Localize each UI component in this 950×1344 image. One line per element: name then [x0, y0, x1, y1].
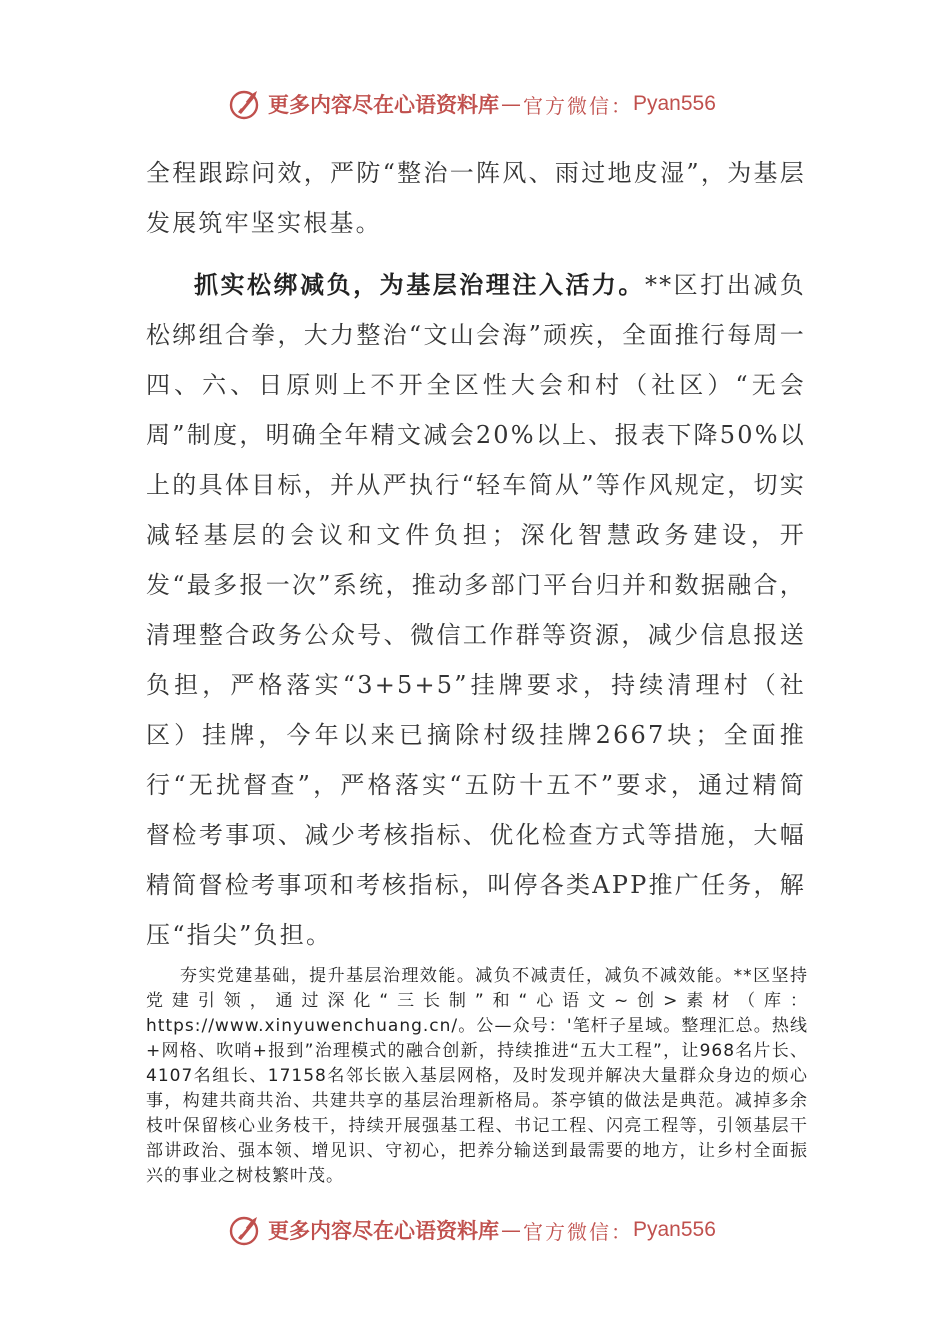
- banner-official-label: 官方微信：: [523, 1219, 633, 1244]
- footer-banner: [228, 1208, 748, 1252]
- banner-wechat-id: Pyan556: [633, 92, 716, 115]
- pen-logo-icon: [228, 1212, 264, 1248]
- banner-dash: —: [501, 1218, 521, 1242]
- banner-brand: 更多内容尽在心语资料库: [268, 92, 499, 117]
- small-print-section: [146, 964, 808, 1189]
- paragraph-burden-reduction: [146, 260, 806, 960]
- banner-brand: 更多内容尽在心语资料库: [268, 1218, 499, 1243]
- paragraph-party-building: 夯实党建基础，提升基层治理效能。减负不减责任，减负不减效能。**区坚持党建引领，通过深化“三长制”和“心语文~创>素材（库：https://www.xinyuwenchuang.cn/。公—众号：'笔杆子星域。整理汇总。热线+网格、吹哨+报到”治理模式的融合创新，持续推进“五大工程”，让968名片长、4107名组长、17158名邻长嵌入基层网格，及时发现并解决大量群众身边的烦心事，构建共商共治、共建共享的基层治理新格局。茶亭镇的做法是典范。减掉多余枝叶保留核心业务枝干，持续开展强基工程、书记工程、闪亮工程等，引领基层干部讲政治、强本领、增见识、守初心，把养分输送到最需要的地方，让乡村全面振兴的事业之树枝繁叶茂。: [146, 966, 808, 1186]
- paragraph-continuation: 全程跟踪问效，严防“整治一阵风、雨过地皮湿”，为基层发展筑牢坚实根基。: [146, 159, 806, 237]
- paragraph-lead: 抓实松绑减负，为基层治理注入活力。: [194, 270, 645, 299]
- pen-logo-icon: [228, 86, 264, 122]
- banner-official-label: 官方微信：: [523, 93, 633, 118]
- banner-dash: —: [501, 92, 521, 116]
- paragraph-text: **区打出减负松绑组合拳，大力整治“文山会海”顽疾，全面推行每周一四、六、日原则上不开全区性大会和村（社区）“无会周”制度，明确全年精文减会20%以上、报表下降50%以上的具体目标，并从严执行“轻车简从”等作风规定，切实减轻基层的会议和文件负担；深化智慧政务建设，开发“最多报一次”系统，推动多部门平台归并和数据融合，清理整合政务公众号、微信工作群等资源，减少信息报送负担，严格落实“3+5+5”挂牌要求，持续清理村（社区）挂牌，今年以来已摘除村级挂牌2667块；全面推行“无扰督查”，严格落实“五防十五不”要求，通过精简督检考事项、减少考核指标、优化检查方式等措施，大幅精简督检考事项和考核指标，叫停各类APP推广任务，解压“指尖”负担。: [146, 271, 806, 949]
- banner-wechat-id: Pyan556: [633, 1218, 716, 1241]
- main-body: [146, 148, 806, 960]
- header-banner: [228, 82, 748, 126]
